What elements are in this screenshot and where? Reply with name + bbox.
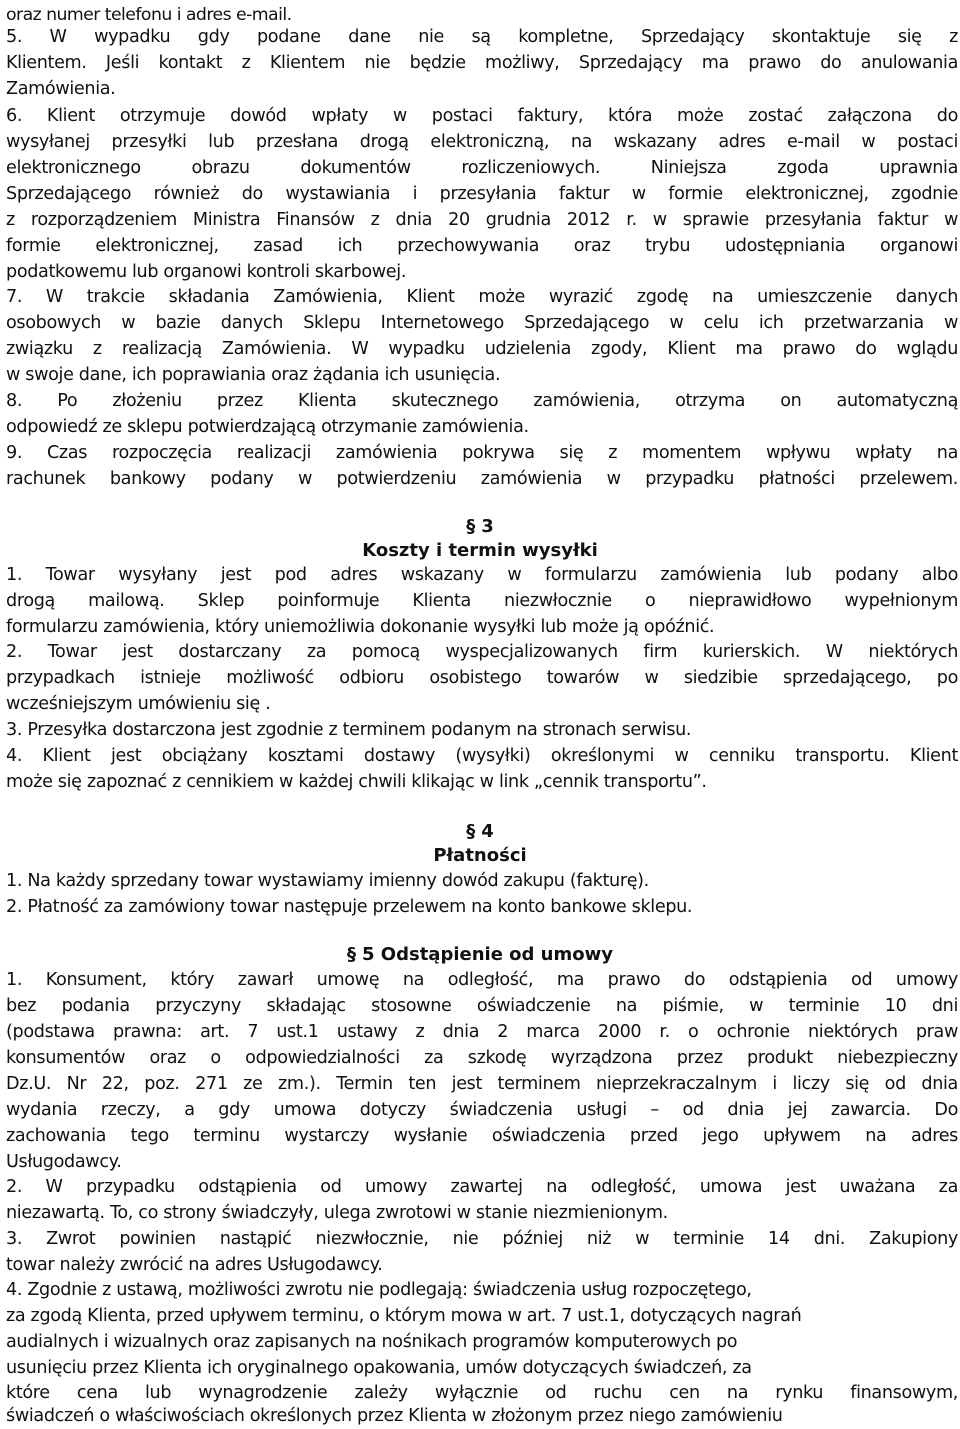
text-line: podatkowemu lub organowi kontroli skarbowej. xyxy=(6,262,407,282)
text-line: konsumentów oraz o odpowiedzialności za szkodę wyrządzona przez produkt niebezpieczny xyxy=(6,1048,958,1068)
text-line: 2. Płatność za zamówiony towar następuje przelewem na konto bankowe sklepu. xyxy=(6,897,693,917)
text-line: oraz numer telefonu i adres e-mail. xyxy=(6,5,292,25)
text-line: niezawartą. To, co strony świadczyły, ulega zwrotowi w stanie niezmienionym. xyxy=(6,1203,668,1223)
text-line: 3. Zwrot powinien nastąpić niezwłocznie, nie później niż w terminie 14 dni. Zakupiony xyxy=(6,1229,958,1249)
text-line: przypadkach istnieje możliwość odbioru osobistego towarów w siedzibie sprzedającego, po xyxy=(6,668,958,688)
text-line: które cena lub wynagrodzenie zależy wyłącznie od ruchu cen na rynku finansowym, xyxy=(6,1383,958,1403)
section-heading-number xyxy=(0,514,960,540)
text-line: 1. Na każdy sprzedany towar wystawiamy imienny dowód zakupu (fakturę). xyxy=(6,871,649,891)
section-sign-icon: § xyxy=(466,516,476,537)
text-line: zachowania tego terminu wystarczy wysłanie oświadczenia przed jego upływem na adres xyxy=(6,1126,958,1146)
text-line: drogą mailową. Sklep poinformuje Klienta niezwłocznie o nieprawidłowo wypełnionym xyxy=(6,591,958,611)
text-line: odpowiedź ze sklepu potwierdzającą otrzymanie zamówienia. xyxy=(6,417,529,437)
text-line: elektronicznego obrazu dokumentów rozliczeniowych. Niniejsza zgoda uprawnia xyxy=(6,158,958,178)
section-number: 4 xyxy=(481,821,494,842)
section-heading-title xyxy=(0,942,960,968)
section-heading-title: Koszty i termin wysyłki xyxy=(362,540,598,561)
section-sign-icon: § xyxy=(466,821,476,842)
text-line: świadczeń o właściwościach określonych przez Klienta w złożonym przez niego zamówieniu xyxy=(6,1406,783,1426)
section-number: 3 xyxy=(481,516,494,537)
section-heading-title: Płatności xyxy=(433,845,527,866)
text-line: rachunek bankowy podany w potwierdzeniu zamówienia w przypadku płatności przelewem. xyxy=(6,469,958,489)
text-line: może się zapoznać z cennikiem w każdej chwili klikając w link „cennik transportu”. xyxy=(6,772,707,792)
text-line: Klientem. Jeśli kontakt z Klientem nie będzie możliwy, Sprzedający ma prawo do anulowania xyxy=(6,53,958,73)
text-line: 9. Czas rozpoczęcia realizacji zamówienia pokrywa się z momentem wpływu wpłaty na xyxy=(6,443,958,463)
text-line: w swoje dane, ich poprawiania oraz żądania ich usunięcia. xyxy=(6,365,501,385)
text-line: Sprzedającego również do wystawiania i przesyłania faktur w formie elektronicznej, zgodnie xyxy=(6,184,958,204)
text-line: wydania rzeczy, a gdy umowa dotyczy świadczenia usługi – od dnia jej zawarcia. Do xyxy=(6,1100,958,1120)
text-line: Dz.U. Nr 22, poz. 271 ze zm.). Termin ten jest terminem nieprzekraczalnym i liczy się od dnia xyxy=(6,1074,958,1094)
text-line: formie elektronicznej, zasad ich przechowywania oraz trybu udostępniania organowi xyxy=(6,236,958,256)
text-line: 1. Konsument, który zawarł umowę na odległość, ma prawo do odstąpienia od umowy xyxy=(6,970,958,990)
text-line: 4. Klient jest obciążany kosztami dostawy (wysyłki) określonymi w cenniku transportu. Klient xyxy=(6,746,958,766)
text-line: Usługodawcy. xyxy=(6,1152,122,1172)
section-heading-number xyxy=(0,819,960,845)
section-sign-icon: § xyxy=(347,944,356,965)
text-line: 3. Przesyłka dostarczona jest zgodnie z terminem podanym na stronach serwisu. xyxy=(6,720,692,740)
text-line: 6. Klient otrzymuje dowód wpłaty w postaci faktury, która może zostać załączona do xyxy=(6,106,958,126)
text-line: wysyłanej przesyłki lub przesłana drogą elektroniczną, na wskazany adres e-mail w postaci xyxy=(6,132,958,152)
text-line: związku z realizacją Zamówienia. W wypadku udzielenia zgody, Klient ma prawo do wglądu xyxy=(6,339,958,359)
text-line: wcześniejszym umówieniu się . xyxy=(6,694,271,714)
text-line: bez podania przyczyny składając stosowne oświadczenie na piśmie, w terminie 10 dni xyxy=(6,996,958,1016)
text-line: formularzu zamówienia, który uniemożliwia dokonanie wysyłki lub może ją opóźnić. xyxy=(6,617,715,637)
text-line: usunięciu przez Klienta ich oryginalnego opakowania, umów dotyczących świadczeń, za xyxy=(6,1358,752,1378)
text-line: 5. W wypadku gdy podane dane nie są kompletne, Sprzedający skontaktuje się z xyxy=(6,27,958,47)
text-line: Zamówienia. xyxy=(6,79,116,99)
text-line: 4. Zgodnie z ustawą, możliwości zwrotu nie podlegają: świadczenia usług rozpoczętego, xyxy=(6,1280,752,1300)
text-line: 8. Po złożeniu przez Klienta skutecznego zamówienia, otrzyma on automatyczną xyxy=(6,391,958,411)
text-line: za zgodą Klienta, przed upływem terminu, o którym mowa w art. 7 ust.1, dotyczących nagrań xyxy=(6,1306,802,1326)
section-title: 5 Odstąpienie od umowy xyxy=(362,944,613,965)
text-line: 7. W trakcie składania Zamówienia, Klient może wyrazić zgodę na umieszczenie danych xyxy=(6,287,958,307)
text-line: osobowych w bazie danych Sklepu Internetowego Sprzedającego w celu ich przetwarzania w xyxy=(6,313,958,333)
text-line: 1. Towar wysyłany jest pod adres wskazany w formularzu zamówienia lub podany albo xyxy=(6,565,958,585)
text-line: 2. Towar jest dostarczany za pomocą wyspecjalizowanych firm kurierskich. W niektórych xyxy=(6,642,958,662)
text-line: 2. W przypadku odstąpienia od umowy zawartej na odległość, umowa jest uważana za xyxy=(6,1177,958,1197)
text-line: z rozporządzeniem Ministra Finansów z dnia 20 grudnia 2012 r. w sprawie przesyłania faktur w xyxy=(6,210,958,230)
text-line: towar należy zwrócić na adres Usługodawcy. xyxy=(6,1255,383,1275)
text-line: audialnych i wizualnych oraz zapisanych na nośnikach programów komputerowych po xyxy=(6,1332,738,1352)
text-line: (podstawa prawna: art. 7 ust.1 ustawy z dnia 2 marca 2000 r. o ochronie niektórych praw xyxy=(6,1022,958,1042)
